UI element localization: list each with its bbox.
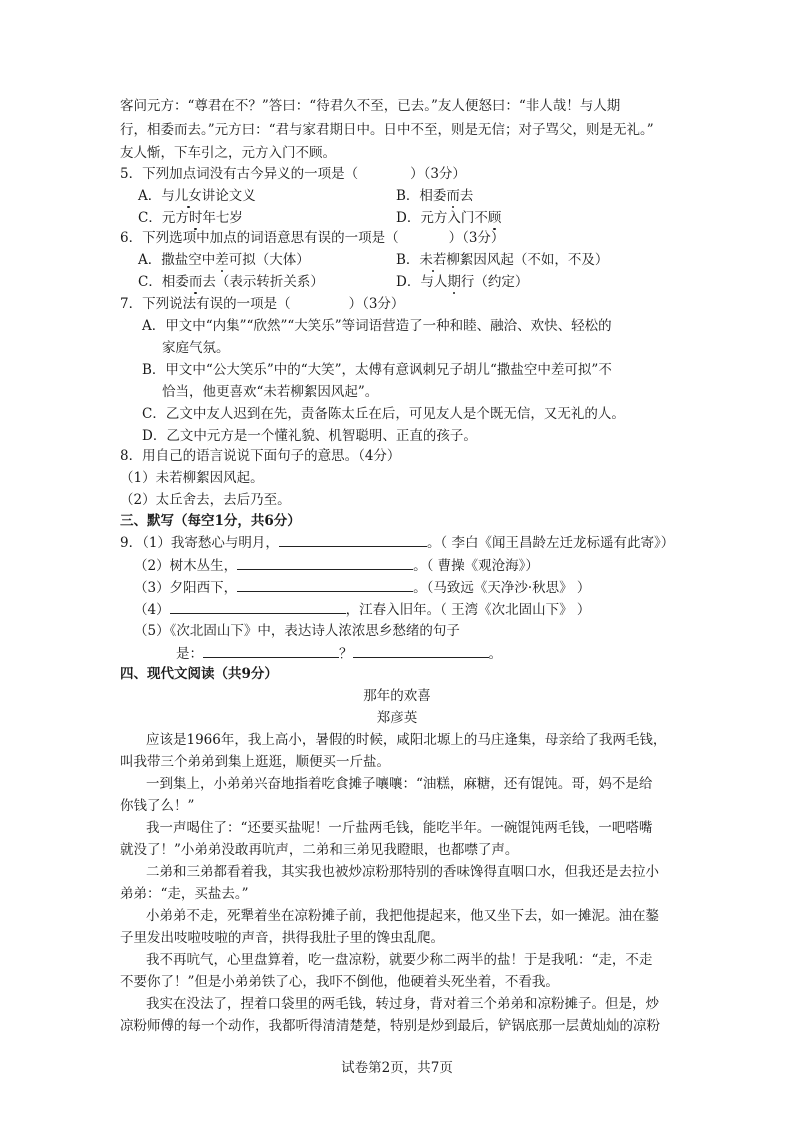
page-footer: 试卷第2页，共7页	[341, 1060, 453, 1076]
question-9-line-6: 是： ？ 。	[176, 643, 502, 664]
paragraph-line: 叫我带三个弟弟到集上逛逛，顺便买一斤盐。	[120, 754, 390, 770]
article-author: 郑彦英	[376, 710, 418, 726]
question-7-stem: 7．下列说法有误的一项是（ ）（3分）	[120, 296, 405, 312]
question-9-line-3: （3）夕阳西下， 。（马致远《天净沙·秋思》 ）	[134, 577, 590, 598]
answer-blank[interactable]	[203, 643, 339, 658]
question-9-line-1: 9．（1）我寄愁心与明月， 。（ 李白《闻王昌龄左迁龙标遥有此寄》）	[120, 532, 674, 553]
passage-line: 友人惭，下车引之，元方入门不顾。	[120, 145, 336, 161]
answer-blank[interactable]	[237, 555, 413, 570]
option-d: D．元方入门不顾	[396, 210, 502, 226]
question-9-line-5: （5）《次北固山下》中，表达诗人浓浓思乡愁绪的句子	[134, 623, 460, 639]
option-c: C．相委而去（表示转折关系）	[138, 274, 324, 290]
option-b: B．相委而去	[396, 188, 474, 204]
paragraph-line: 一到集上，小弟弟兴奋地指着吃食摊子嚷嚷：“油糕，麻糖，还有馄饨。哥，妈不是给	[146, 776, 653, 792]
option-b: B．未若柳絮因风起（不如，不及）	[396, 252, 609, 268]
dotted-word: 儿女	[174, 188, 202, 204]
answer-blank[interactable]	[353, 643, 489, 658]
option-c: C．乙文中友人迟到在先，责备陈太丘在后，可见友人是个既无信，又无礼的人。	[142, 406, 625, 422]
article-title: 那年的欢喜	[363, 688, 431, 704]
paragraph-line: 应该是1966年，我上高小，暑假的时候，咸阳北塬上的马庄逢集，母亲给了我两毛钱，	[146, 732, 667, 748]
sentence-1: （1）未若柳絮因风起。	[120, 470, 264, 486]
paragraph-line: 二弟和三弟都看着我，其实我也被炒凉粉那特别的香味馋得直咽口水，但我还是去拉小	[146, 864, 659, 880]
option-a: A．甲文中“内集”“欣然”“大笑乐”等词语营造了一种和睦、融洽、欢快、轻松的	[142, 318, 612, 334]
option-a: A．撒盐空中差可拟（大体）	[138, 252, 310, 268]
dotted-word: 而	[188, 274, 203, 290]
dotted-word: 顾	[487, 210, 502, 226]
option-b-cont: 恰当，他更喜欢“未若柳絮因风起”。	[162, 384, 379, 400]
dotted-word: 差	[215, 252, 229, 268]
dotted-word: 未若	[419, 252, 447, 268]
paragraph-line: 我实在没法了，捏着口袋里的两毛钱，转过身，背对着三个弟弟和凉粉摊子。但是，炒	[146, 996, 659, 1012]
option-d: D．与人期行（约定）	[396, 274, 529, 290]
paragraph-line: 不要你了！”但是小弟弟铁了心，我吓不倒他，他硬着头死坐着，不看我。	[120, 974, 559, 990]
paragraph-line: 小弟弟不走，死犟着坐在凉粉摊子前，我把他提起来，他又坐下去，如一摊泥。油在鏊	[146, 908, 659, 924]
option-a-cont: 家庭气氛。	[162, 340, 230, 356]
section-3-title: 三、默写（每空1分，共6分）	[120, 513, 301, 529]
answer-blank[interactable]	[279, 532, 427, 547]
question-8-stem: 8．用自己的语言说说下面句子的意思。（4分）	[120, 448, 401, 464]
option-b: B．甲文中“公大笑乐”中的“大笑”，太傅有意讽刺兄子胡儿“撒盐空中差可拟”不	[142, 362, 612, 378]
option-d: D．乙文中元方是一个懂礼貌、机智聪明、正直的孩子。	[142, 428, 477, 444]
question-6-stem: 6．下列选项中加点的词语意思有误的一项是（ ）（3分）	[120, 230, 505, 246]
paragraph-line: 弟弟：“走，买盐去。”	[120, 886, 249, 902]
option-a: A．与儿女讲论文义	[138, 188, 256, 204]
question-9-line-4: （4） ，江春入旧年。（ 王湾《次北固山下》 ）	[134, 599, 590, 620]
passage-line: 行，相委而去。”元方曰：“君与家君期日中。日中不至，则是无信；对子骂父，则是无礼。”	[120, 122, 654, 138]
paragraph-line: 你钱了么！”	[120, 798, 195, 814]
answer-blank[interactable]	[237, 577, 413, 592]
dotted-word: 期	[447, 274, 461, 290]
paragraph-line: 我不再吭气，心里盘算着，吃一盘凉粉，就要少称二两半的盐！于是我吼：“走，不走	[146, 952, 653, 968]
question-9-line-2: （2）树木丛生， 。（ 曹操《观沧海》）	[134, 555, 539, 576]
question-5-stem: 5．下列加点词没有古今异义的一项是（ ）（3分）	[120, 166, 466, 182]
dotted-word: 而	[446, 188, 460, 204]
section-4-title: 四、现代文阅读（共9分）	[120, 666, 278, 682]
passage-line: 客问元方：“尊君在不？”答曰：“待君久不至，已去。”友人便怒曰：“非人哉！与人期	[120, 98, 621, 114]
answer-blank[interactable]	[170, 599, 346, 614]
paragraph-line: 凉粉师傅的每一个动作，我都听得清清楚楚，特别是炒到最后，铲锅底那一层黄灿灿的凉粉	[120, 1018, 660, 1034]
paragraph-line: 就没了！”小弟弟没敢再吭声，二弟和三弟见我瞪眼，也都噤了声。	[120, 842, 519, 858]
paragraph-line: 子里发出吱啦吱啦的声音，拱得我肚子里的馋虫乱爬。	[120, 930, 444, 946]
paragraph-line: 我一声喝住了：“还要买盐呢！一斤盐两毛钱，能吃半年。一碗馄饨两毛钱，一吧嗒嘴	[146, 820, 653, 836]
option-c: C．元方时年七岁	[138, 210, 243, 226]
dotted-word: 时	[188, 210, 203, 226]
sentence-2: （2）太丘舍去，去后乃至。	[120, 492, 291, 508]
